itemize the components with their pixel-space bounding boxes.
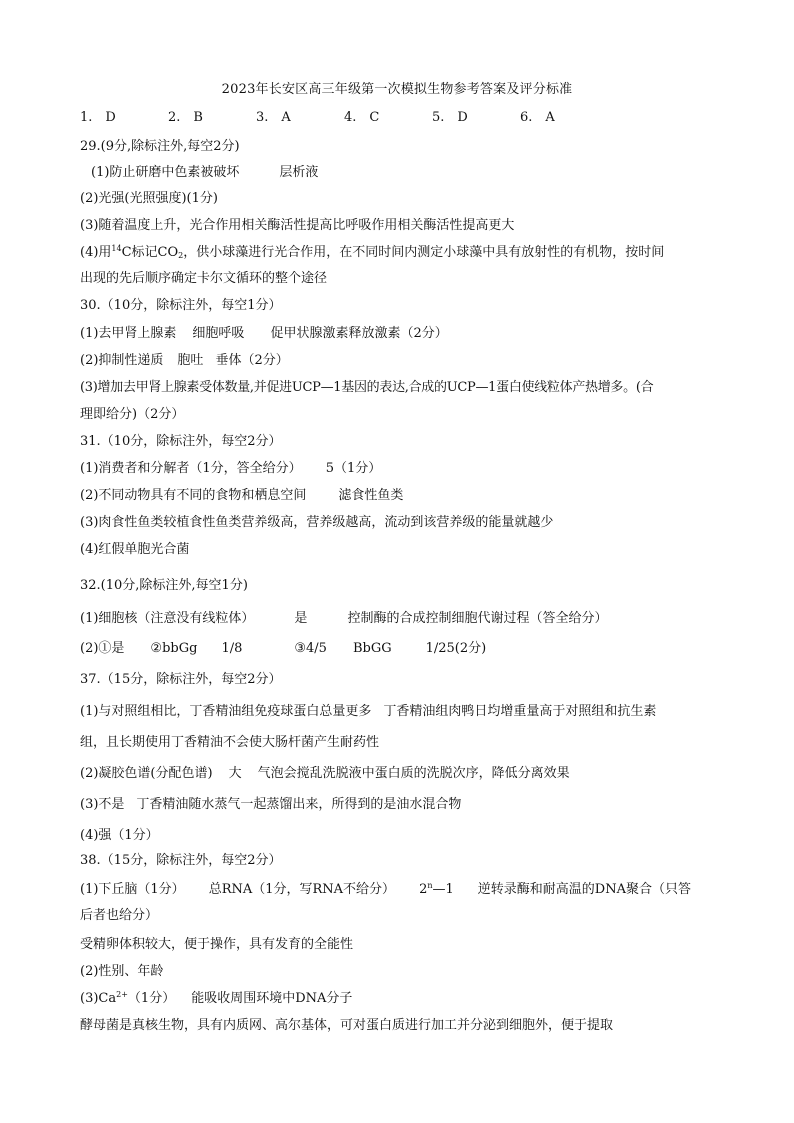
q30-heading: 30.（10分，除标注外，每空1分） bbox=[80, 298, 282, 313]
q32-answer-2f: 1/25(2分) bbox=[425, 641, 487, 656]
mc-answer-5: 5. D bbox=[432, 110, 468, 125]
q30-answer-2 bbox=[80, 353, 289, 369]
q38-answer-1d: 逆转录酶和耐高温的DNA聚合（只答 bbox=[477, 882, 691, 897]
q37-answer-2 bbox=[80, 766, 570, 782]
q37-answer-1a: (1)与对照组相比，丁香精油组免疫球蛋白总量更多 bbox=[80, 704, 372, 719]
q30-answer-1 bbox=[80, 326, 448, 342]
mc-answer-1: 1. D bbox=[80, 110, 116, 125]
ion-charge-superscript: 2+ bbox=[116, 990, 128, 999]
q38-answer-3b: （1分） bbox=[127, 991, 176, 1006]
q37-answer-4: (4)强（1分） bbox=[80, 828, 159, 843]
q30-answer-1a: (1)去甲肾上腺素 bbox=[80, 326, 177, 341]
mc-answer-6: 6. A bbox=[520, 110, 555, 125]
q38-answer-1 bbox=[80, 882, 691, 898]
q38-answer-1c-tail: —1 bbox=[432, 882, 454, 897]
q32-heading: 32.(10分,除标注外,每空1分) bbox=[80, 578, 248, 593]
q32-answer-2e: BbGG bbox=[352, 641, 392, 656]
document-title: 2023年长安区高三年级第一次模拟生物参考答案及评分标准 bbox=[221, 82, 573, 97]
q32-answer-1a: (1)细胞核（注意没有线粒体） bbox=[80, 611, 255, 626]
q31-answer-2 bbox=[80, 488, 403, 504]
q37-answer-1 bbox=[80, 704, 656, 720]
q32-answer-2a: (2)①是 bbox=[80, 641, 125, 656]
multiple-choice-answers bbox=[80, 106, 608, 125]
q30-answer-1c: 促甲状腺激素释放激素（2分） bbox=[270, 326, 448, 341]
q30-answer-3-cont: 理即给分)（2分） bbox=[80, 407, 185, 422]
q30-answer-2a: (2)抑制性递质 bbox=[80, 353, 164, 368]
q32-answer-1b: 是 bbox=[294, 611, 308, 626]
q37-answer-3a: (3)不是 bbox=[80, 797, 125, 812]
q31-answer-3: (3)肉食性鱼类较植食性鱼类营养级高，营养级越高，流动到该营养级的能量就越少 bbox=[80, 515, 554, 530]
q32-answer-2d: ③4/5 bbox=[294, 641, 327, 656]
q37-answer-2c: 气泡会搅乱洗脱液中蛋白质的洗脱次序，降低分离效果 bbox=[257, 766, 570, 781]
q37-answer-3 bbox=[80, 797, 461, 813]
q32-answer-2c: 1/8 bbox=[221, 641, 243, 656]
q29-answer-4-cont: 出现的先后顺序确定卡尔文循环的整个途径 bbox=[80, 271, 328, 286]
q29-answer-1a: (1)防止研磨中色素被破坏 bbox=[91, 165, 240, 180]
mc-answer-3: 3. A bbox=[256, 110, 291, 125]
mc-answer-4: 4. C bbox=[344, 110, 380, 125]
q38-answer-1-extra: 受精卵体积较大，便于操作，具有发育的全能性 bbox=[80, 937, 354, 952]
q29-answer-2: (2)光强(光照强度)(1分) bbox=[80, 191, 218, 206]
mc-answer-2: 2. B bbox=[168, 110, 203, 125]
q29-answer-1b: 层析液 bbox=[279, 165, 319, 180]
q29-answer-1 bbox=[91, 165, 318, 181]
q38-heading: 38.（15分，除标注外，每空2分） bbox=[80, 853, 282, 868]
q31-answer-4: (4)红假单胞光合菌 bbox=[80, 542, 190, 557]
q37-answer-1-cont: 组，且长期使用丁香精油不会使大肠杆菌产生耐药性 bbox=[80, 735, 380, 750]
q38-answer-1-cont: 后者也给分） bbox=[80, 908, 159, 923]
q32-answer-1 bbox=[80, 611, 607, 627]
co2-subscript: 2 bbox=[178, 251, 184, 260]
q37-answer-1b: 丁香精油组肉鸭日均增重量高于对照组和抗生素 bbox=[383, 704, 657, 719]
q29-answer-4b: C标记CO bbox=[121, 245, 179, 260]
q37-answer-2b: 大 bbox=[228, 766, 242, 781]
q30-answer-1b: 细胞呼吸 bbox=[192, 326, 245, 341]
q37-heading: 37.（15分，除标注外，每空2分） bbox=[80, 672, 282, 687]
q29-answer-4 bbox=[80, 245, 664, 261]
q38-answer-1a: (1)下丘脑（1分） bbox=[80, 882, 185, 897]
exponent-superscript: n bbox=[427, 881, 433, 890]
q38-answer-3-cont: 酵母菌是真核生物，具有内质网、高尔基体，可对蛋白质进行加工并分泌到细胞外，便于提取 bbox=[80, 1018, 614, 1033]
q38-answer-3a: (3)Ca bbox=[80, 991, 117, 1006]
q37-answer-2a: (2)凝胶色谱(分配色谱) bbox=[80, 766, 213, 781]
q31-answer-1b: 5（1分） bbox=[325, 461, 382, 476]
q38-answer-3c: 能吸收周围环境中DNA分子 bbox=[191, 991, 353, 1006]
q29-answer-4a: (4)用 bbox=[80, 245, 112, 260]
q29-answer-4c: ，供小球藻进行光合作用，在不同时间内测定小球藻中具有放射性的有机物，按时间 bbox=[183, 245, 665, 260]
q32-answer-1c: 控制酶的合成控制细胞代谢过程（答全给分） bbox=[347, 611, 608, 626]
q37-answer-3b: 丁香精油随水蒸气一起蒸馏出来，所得到的是油水混合物 bbox=[136, 797, 462, 812]
q38-answer-3 bbox=[80, 991, 352, 1007]
q31-answer-1a: (1)消费者和分解者（1分，答全给分） bbox=[80, 461, 302, 476]
q29-answer-3: (3)随着温度上升，光合作用相关酶活性提高比呼吸作用相关酶活性提高更大 bbox=[80, 218, 515, 233]
q38-answer-2: (2)性别、年龄 bbox=[80, 964, 164, 979]
q31-answer-1 bbox=[80, 461, 381, 477]
q31-answer-2b: 滤食性鱼类 bbox=[338, 488, 404, 503]
q31-heading: 31.（10分，除标注外，每空2分） bbox=[80, 434, 282, 449]
q32-answer-2b: ②bbGg bbox=[150, 641, 198, 656]
q31-answer-2a: (2)不同动物具有不同的食物和栖息空间 bbox=[80, 488, 307, 503]
q38-answer-1b: 总RNA（1分，写RNA不给分） bbox=[208, 882, 396, 897]
isotope-superscript: 14 bbox=[111, 244, 122, 253]
q30-answer-2b: 胞吐 bbox=[177, 353, 204, 368]
q30-answer-3: (3)增加去甲肾上腺素受体数量,并促进UCP—1基因的表达,合成的UCP—1蛋白使线粒体产热增多。(合 bbox=[80, 380, 654, 395]
q29-heading: 29.(9分,除标注外,每空2分) bbox=[80, 139, 240, 154]
q38-answer-1c: 2 bbox=[419, 882, 428, 897]
q32-answer-2 bbox=[80, 641, 486, 657]
q30-answer-2c: 垂体（2分） bbox=[215, 353, 289, 368]
